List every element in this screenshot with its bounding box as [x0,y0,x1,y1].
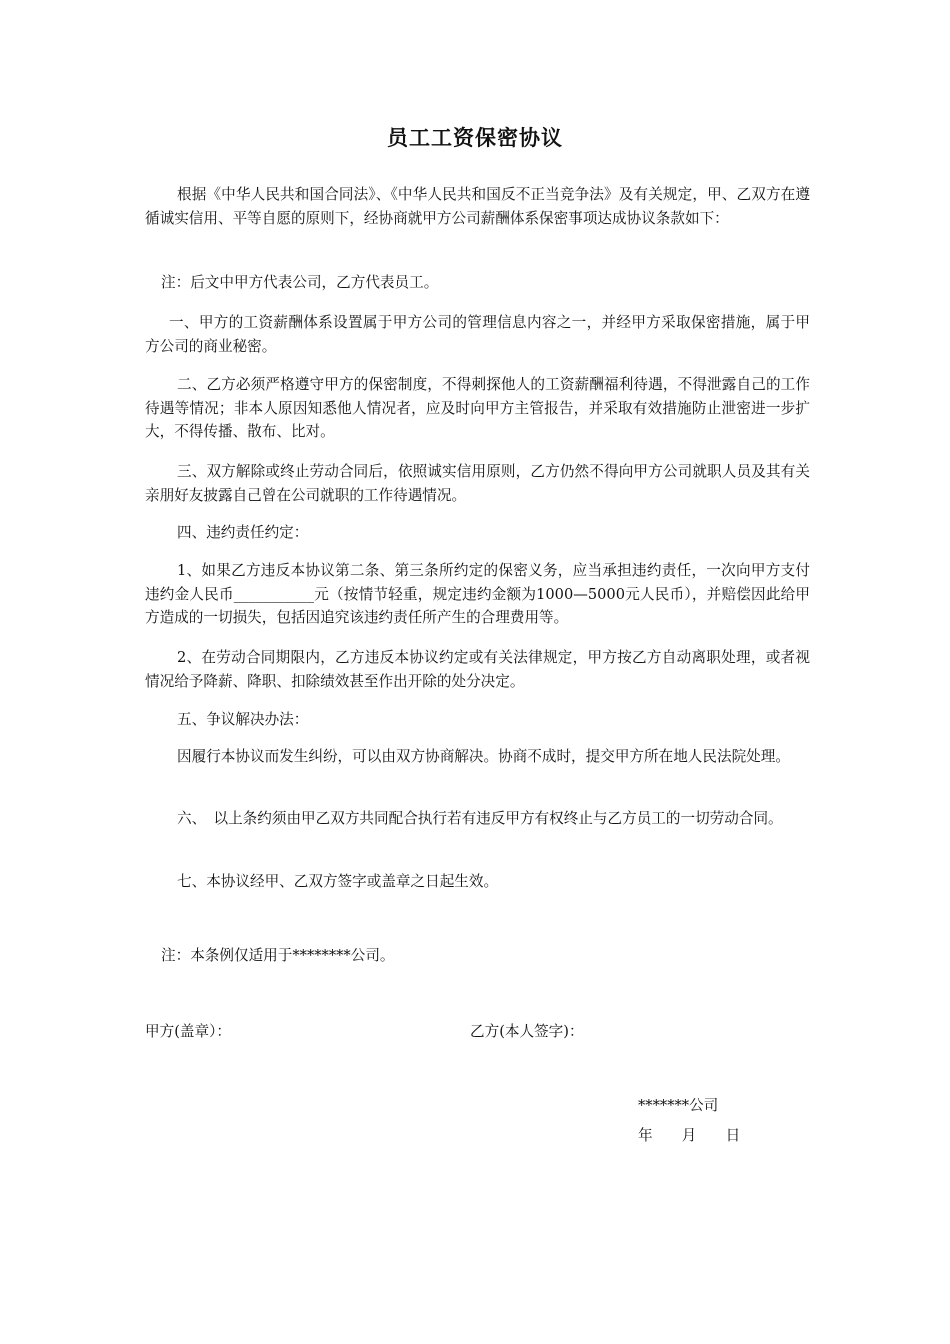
clause-4-item-2: 2、在劳动合同期限内，乙方违反本协议约定或有关法律规定，甲方按乙方自动离职处理，或者视情况给予降薪、降职、扣除绩效甚至作出开除的处分决定。 [145,649,810,690]
clause-2: 二、乙方必须严格遵守甲方的保密制度，不得刺探他人的工资薪酬福利待遇，不得泄露自己的工作待遇等情况；非本人原因知悉他人情况者，应及时向甲方主管报告，并采取有效措施防止泄密进一步扩大，不得传播、散布、比对。 [145,376,810,440]
clause-5-body: 因履行本协议而发生纠纷，可以由双方协商解决。协商不成时，提交甲方所在地人民法院处理。 [177,748,790,765]
company-name: *******公司 [638,1097,719,1114]
clause-6: 六、 以上条约须由甲乙双方共同配合执行若有违反甲方有权终止与乙方员工的一切劳动合同。 [177,810,783,827]
party-a-seal-label: 甲方(盖章）： [145,1023,231,1040]
clause-3: 三、双方解除或终止劳动合同后，依照诚实信用原则，乙方仍然不得向甲方公司就职人员及其有关亲朋好友披露自己曾在公司就职的工作待遇情况。 [145,463,810,504]
intro-paragraph: 根据《中华人民共和国合同法》、《中华人民共和国反不正当竞争法》及有关规定，甲、乙双方在遵循诚实信用、平等自愿的原则下，经协商就甲方公司薪酬体系保密事项达成协议条款如下： [145,186,810,227]
date-line: 年 月 日 [638,1127,741,1144]
clause-1: 一、甲方的工资薪酬体系设置属于甲方公司的管理信息内容之一，并经甲方采取保密措施，属于甲方公司的商业秘密。 [145,314,810,355]
clause-4-heading: 四、违约责任约定： [177,524,309,541]
note-applicability: 注：本条例仅适用于********公司。 [161,947,395,964]
document-title: 员工工资保密协议 [387,125,563,150]
clause-7: 七、本协议经甲、乙双方签字或盖章之日起生效。 [177,873,499,890]
clause-4-item-1: 1、如果乙方违反本协议第二条、第三条所约定的保密义务，应当承担违约责任，一次向甲方支付违约金人民币___________元（按情节轻重，规定违约金额为1000—5000元人民币），并赔偿因此给甲方造成的一切损失，包括因追究该违约责任所产生的合理费用等。 [145,562,810,626]
clause-5-heading: 五、争议解决办法： [177,711,309,728]
note-parties: 注：后文中甲方代表公司，乙方代表员工。 [161,274,439,291]
party-b-signature-label: 乙方(本人签字)： [470,1023,584,1040]
